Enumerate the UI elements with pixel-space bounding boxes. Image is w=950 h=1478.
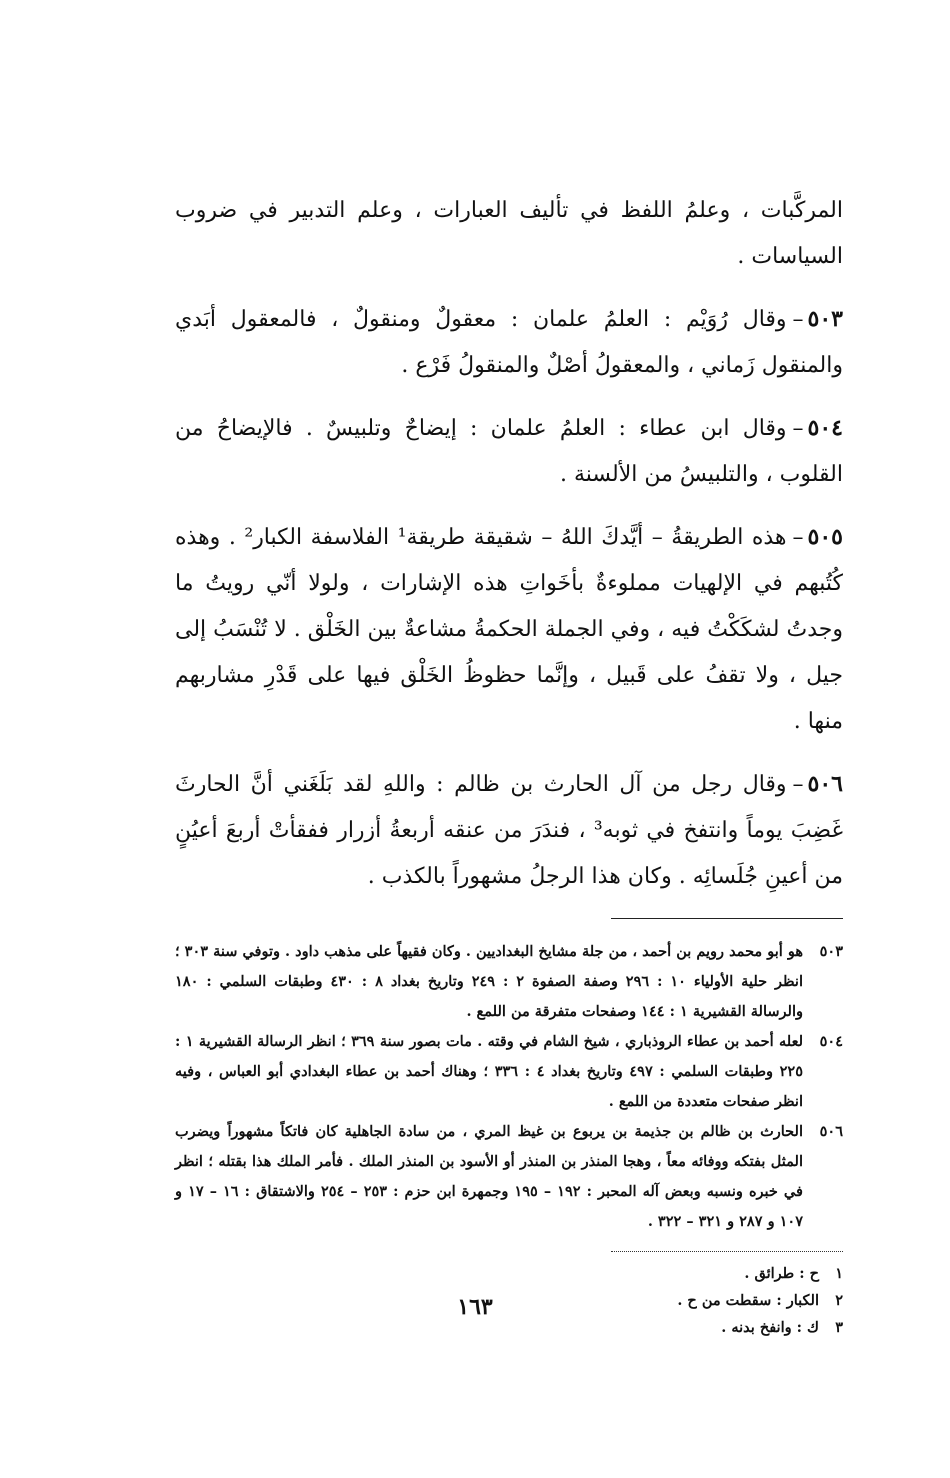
paragraph-505 [175,514,843,745]
continuation-paragraph: المركَّبات ، وعلمُ اللفظ في تأليف العبارات ، وعلم التدبير في ضروب السياسات . [175,198,843,269]
paragraph-number: ٥٠٣ [807,306,843,332]
paragraph-number: ٥٠٤ [807,415,843,441]
paragraph-504 [175,405,843,498]
footnote-text: هو أبو محمد رويم بن أحمد ، من جلة مشايخ البغداديين . وكان فقيهاً على مذهب داود . وتوفي سنة ٣٠٣ ؛ انظر حلية الأولياء ١٠ : ٢٩٦ وصفة الصفوة ٢ : ٢٤٩ وتاريخ بغداد ٨ : ٤٣٠ وطبقات السلمي : ١٨٠ والرسالة القشيرية ١ : ١٤٤ وصفحات متفرقة من اللمع . [175,943,803,1020]
variants-separator [611,1251,843,1252]
variant-number: ٣ [835,1319,843,1336]
paragraph-text: وقال رجل من آل الحارث بن ظالم : واللهِ لقد بَلَغَني أنَّ الحارثَ غَضِبَ يوماً وانتفخ في ثوبه³ ، فندَرَ من عنقه أربعةُ أزرار ففقأتْ أربعَ أعيُنٍ من أعينِ جُلَسائِه . وكان هذا الرجلُ مشهوراً بالكذب . [175,772,843,889]
variant-note-1 [175,1260,843,1287]
variant-number: ١ [835,1265,843,1282]
dash: – [792,525,804,550]
footnote-separator [611,918,843,919]
page-number: ١٦٣ [457,1294,493,1320]
paragraph-text: وقال ابن عطاء : العلمُ علمان : إيضاحٌ وتلبيسٌ . فالإيضاحُ من القلوب ، والتلبيسُ من الألسنة . [175,416,843,487]
paragraph-506 [175,761,843,900]
footnote-text: لعله أحمد بن عطاء الروذباري ، شيخ الشام في وقته . مات بصور سنة ٣٦٩ ؛ انظر الرسالة القشيرية ١ : ٢٢٥ وطبقات السلمي : ٤٩٧ وتاريخ بغداد ٤ : ٣٣٦ ؛ وهناك أحمد بن عطاء البغدادي أبو العباس ، وفيه انظر صفحات متعددة من اللمع . [175,1033,803,1110]
dash: – [792,772,804,797]
footnote-506 [175,1117,843,1237]
footnote-504 [175,1027,843,1117]
paragraph-text: هذه الطريقةُ – أيَّدكَ اللهُ – شقيقة طريقة¹ الفلاسفة الكبار² . وهذه كُتُبهم في الإلهيات مملوءةٌ بأخَواتِ هذه الإشارات ، ولولا أنّي رويتُ ما وجدتُ لشكَكْتُ فيه ، وفي الجملة الحكمةُ مشاعةٌ بين الخَلْق . لا تُنْسَبُ إلى جيل ، ولا تقفُ على قَبيل ، وإنَّما حظوظُ الخَلْق فيها على قَدْرِ مشاربهم منها . [175,525,843,734]
page-body [175,188,843,1341]
footnote-number: ٥٠٣ [819,943,843,960]
footnote-text: الحارث بن ظالم بن جذيمة بن يربوع بن غيظ المري ، من سادة الجاهلية كان فاتكاً مشهوراً ويضرب المثل بفتكه ووفائه معاً ، وهجا المنذر بن المنذر أو الأسود بن المنذر الملك . فأمر الملك هذا بقتله ؛ انظر في خبره ونسبه وبعض آله المحبر : ١٩٢ – ١٩٥ وجمهرة ابن حزم : ٢٥٣ – ٢٥٤ والاشتقاق : ١٦ – ١٧ و ١٠٧ و ٢٨٧ و ٣٢١ – ٣٢٢ . [175,1123,803,1230]
dash: – [792,307,804,332]
variant-text: ك : وانفخ بدنه . [721,1319,819,1336]
paragraph-number: ٥٠٦ [807,771,843,797]
variant-text: ح : طرائق . [744,1265,819,1282]
variant-number: ٢ [835,1292,843,1309]
paragraph-text: وقال رُوَيْم : العلمُ علمان : معقولٌ ومنقولٌ ، فالمعقول أبَدي والمنقول زَماني ، والمعقولُ أصْلٌ والمنقولُ فَرْع . [175,307,843,378]
paragraph-503 [175,296,843,389]
footnote-number: ٥٠٦ [819,1123,843,1140]
variant-text: الكبار : سقطت من ح . [677,1292,819,1309]
dash: – [792,416,804,441]
footnote-number: ٥٠٤ [819,1033,843,1050]
paragraph-number: ٥٠٥ [807,524,843,550]
footnote-503 [175,937,843,1027]
